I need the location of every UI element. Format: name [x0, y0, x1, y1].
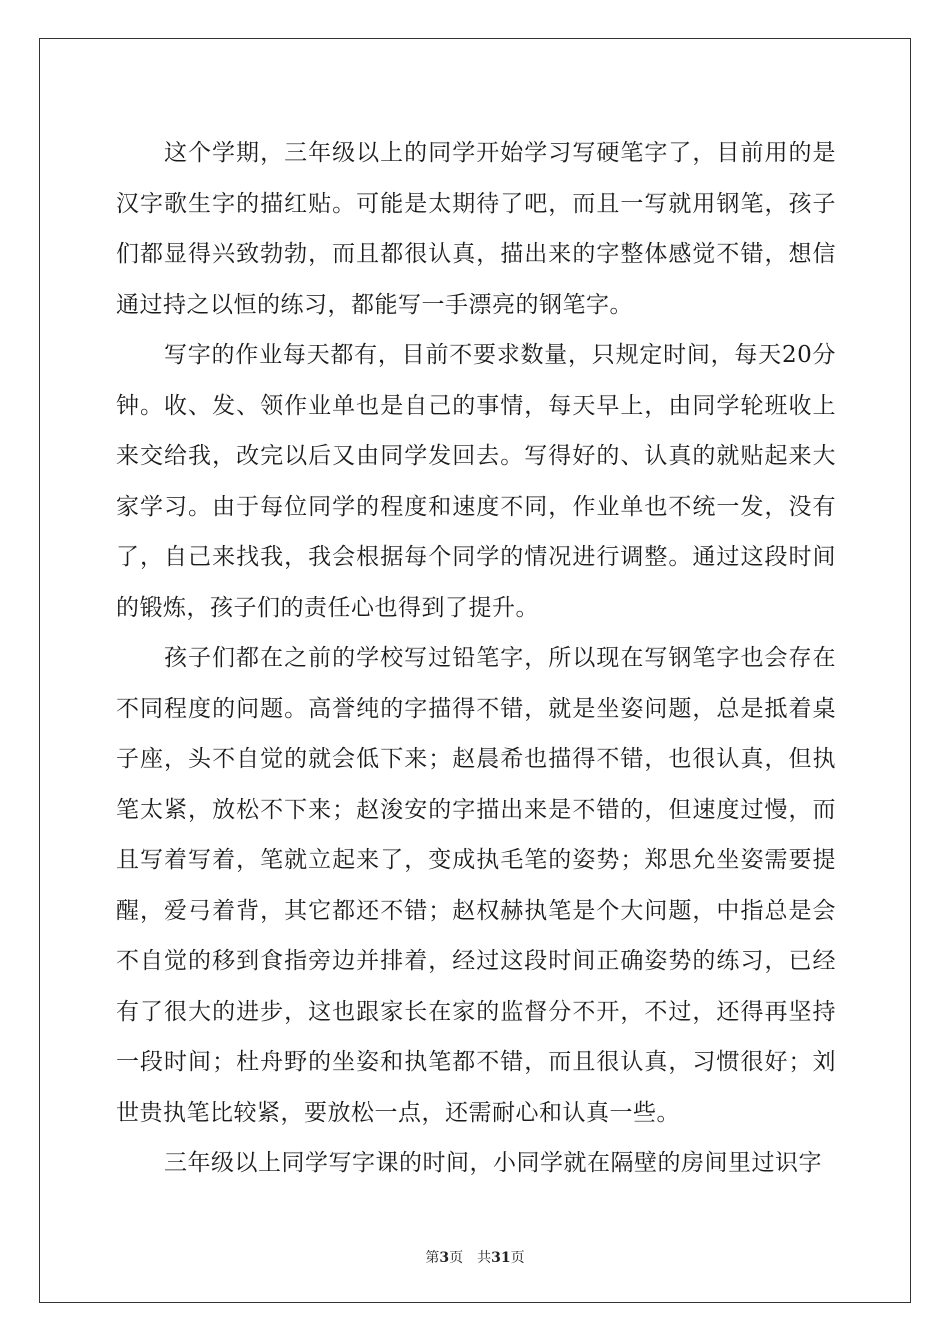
page-prefix: 第 [425, 1250, 440, 1266]
paragraph-3: 孩子们都在之前的学校写过铅笔字，所以现在写钢笔字也会存在不同程度的问题。高誉纯的字描得不错，就是坐姿问题，总是抵着桌子座，头不自觉的就会低下来；赵晨希也描得不错，也很认真，但执笔太紧，放松不下来；赵浚安的字描出来是不错的，但速度过慢，而且写着写着，笔就立起来了，变成执毛笔的姿势；郑思允坐姿需要提醒，爱弓着背，其它都还不错；赵权赫执笔是个大问题，中指总是会不自觉的移到食指旁边并排着，经过这段时间正确姿势的练习，已经有了很大的进步，这也跟家长在家的监督分不开，不过，还得再坚持一段时间；杜舟野的坐姿和执笔都不错，而且很认真，习惯很好；刘世贵执笔比较紧，要放松一点，还需耐心和认真一些。 [116, 645, 836, 1126]
paragraph-2: 写字的作业每天都有，目前不要求数量，只规定时间，每天20分钟。收、发、领作业单也是自己的事情，每天早上，由同学轮班收上来交给我，改完以后又由同学发回去。写得好的、认真的就贴起来大家学习。由于每位同学的程度和速度不同，作业单也不统一发，没有了，自己来找我，我会根据每个同学的情况进行调整。通过这段时间的锻炼，孩子们的责任心也得到了提升。 [116, 342, 836, 621]
page-current: 3 [439, 1250, 450, 1266]
total-suffix: 页 [510, 1250, 525, 1266]
page-suffix: 页 [449, 1250, 464, 1266]
paragraph-1: 这个学期，三年级以上的同学开始学习写硬笔字了，目前用的是汉字歌生字的描红贴。可能是太期待了吧，而且一写就用钢笔，孩子们都显得兴致勃勃，而且都很认真，描出来的字整体感觉不错，想信通过持之以恒的练习，都能写一手漂亮的钢笔字。 [116, 140, 836, 318]
paragraph-4: 三年级以上同学写字课的时间，小同学就在隔壁的房间里过识字 [164, 1150, 822, 1176]
total-prefix: 共 [477, 1250, 492, 1266]
page-footer [0, 1247, 950, 1267]
page-total: 31 [491, 1250, 511, 1266]
document-body [116, 128, 836, 1189]
